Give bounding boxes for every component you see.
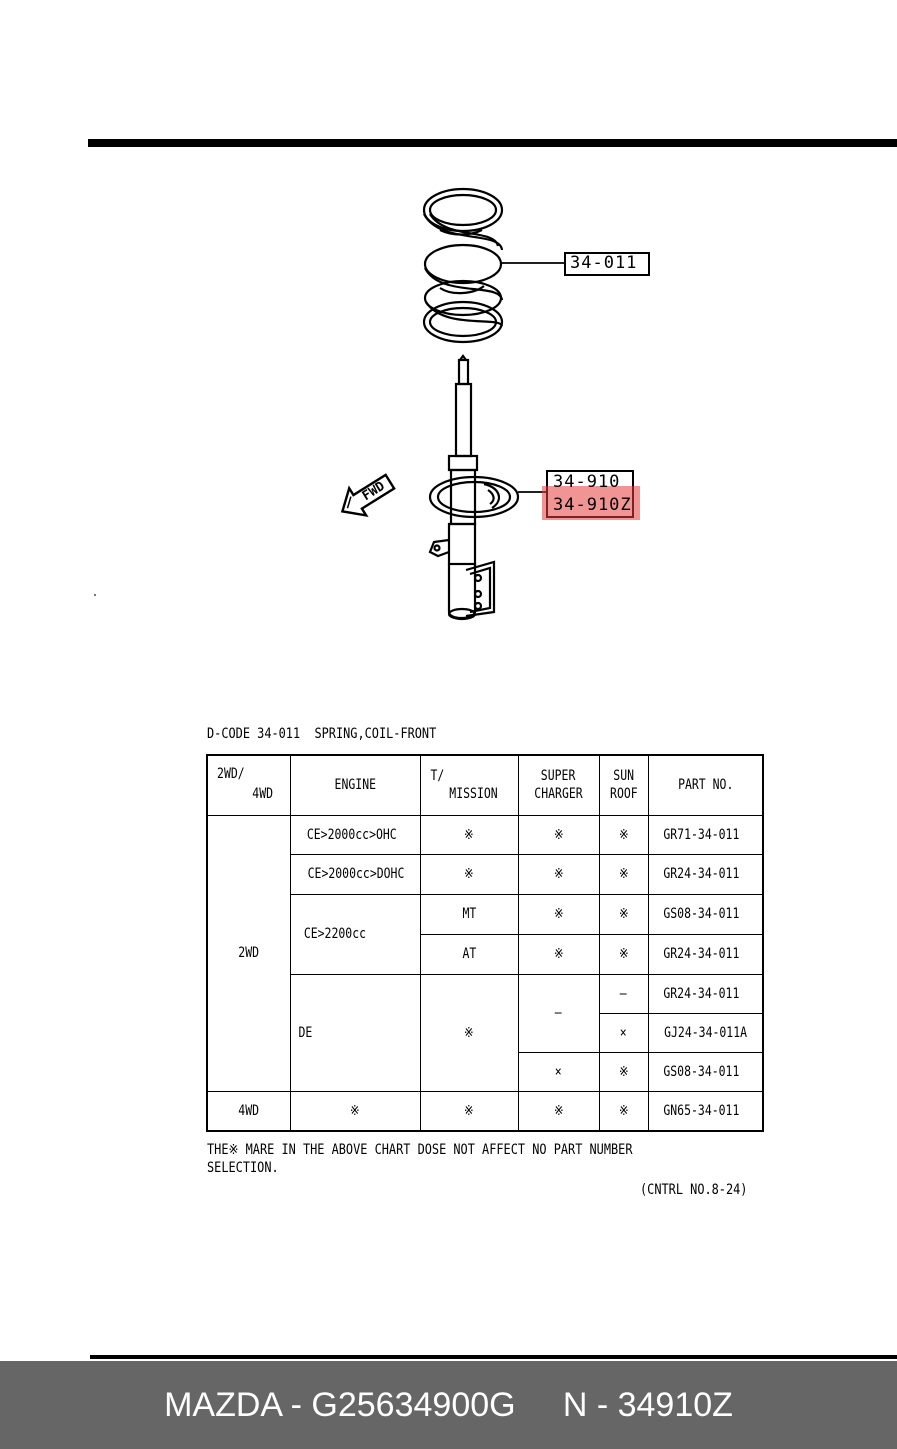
part-number-cell: GN65-34-011 [648,1091,763,1131]
parts-table [206,754,764,1132]
callout-spring: 34-011 [570,253,638,273]
transmission-cell: ※ [420,974,518,1091]
sunroof-cell: ※ [599,815,648,854]
supercharger-cell: × [518,1052,599,1091]
part-number-cell: GR24-34-011 [648,854,763,894]
engine-cell: CE>2000cc>OHC [290,815,420,854]
chart-note-line-2: SELECTION. [207,1160,279,1176]
control-number: (CNTRL NO.8-24) [640,1182,748,1198]
sunroof-cell: ※ [599,1052,648,1091]
part-number-cell: GS08-34-011 [648,894,763,934]
footer-ref: N - 34910Z [562,1385,733,1424]
sunroof-cell: ※ [599,1091,648,1131]
sunroof-cell: — [599,974,648,1013]
table-row [207,974,763,1013]
transmission-cell: ※ [420,1091,518,1131]
header-supercharger: SUPER CHARGER [518,755,599,815]
footer-brand-part: MAZDA - G25634900G [164,1385,516,1424]
engine-cell: CE>2000cc>DOHC [290,854,420,894]
part-number-cell: GS08-34-011 [648,1052,763,1091]
transmission-cell: ※ [420,854,518,894]
part-number-cell: GJ24-34-011A [648,1013,763,1052]
table-title: D-CODE 34-011 SPRING,COIL-FRONT [207,726,437,742]
header-drive: 2WD/ 4WD [207,755,290,815]
header-transmission: T/ MISSION [420,755,518,815]
footer-caption [0,1361,897,1449]
supercharger-cell: ※ [518,894,599,934]
transmission-cell: MT [420,894,518,934]
table-row [207,815,763,854]
part-number-cell: GR24-34-011 [648,974,763,1013]
supercharger-cell: ※ [518,1091,599,1131]
transmission-cell: AT [420,934,518,974]
engine-cell: DE [290,974,420,1091]
table-header-row [207,755,763,815]
supercharger-cell: ※ [518,934,599,974]
group-2wd: 2WD [207,815,290,1091]
shock-absorber-drawing [430,356,518,619]
sunroof-cell: ※ [599,934,648,974]
supercharger-cell: — [518,974,599,1052]
footer-banner [0,1361,897,1449]
sunroof-cell: ※ [599,894,648,934]
part-number-cell: GR71-34-011 [648,815,763,854]
sunroof-cell: ※ [599,854,648,894]
part-number-cell: GR24-34-011 [648,934,763,974]
group-4wd: 4WD [207,1091,290,1131]
engine-cell: CE>2200cc [290,894,420,974]
table-row [207,1091,763,1131]
fwd-label: FWD [359,478,388,505]
chart-note-line-1: THE※ MARE IN THE ABOVE CHART DOSE NOT AFFECT NO PART NUMBER [207,1142,633,1158]
coil-spring-drawing [424,189,502,342]
strut-assembly-diagram [0,0,897,700]
header-part-no: PART NO. [648,755,763,815]
table-row [207,854,763,894]
transmission-cell: ※ [420,815,518,854]
bottom-rule [90,1355,897,1359]
callout-seat-highlighted: 34-910Z [553,495,632,515]
header-engine: ENGINE [290,755,420,815]
supercharger-cell: ※ [518,815,599,854]
callout-seat: 34-910 [553,472,621,492]
engine-cell: ※ [290,1091,420,1131]
footer-gap [516,1386,563,1425]
table-row [207,894,763,934]
chart-note [207,1141,633,1177]
header-sunroof: SUN ROOF [599,755,648,815]
supercharger-cell: ※ [518,854,599,894]
sunroof-cell: × [599,1013,648,1052]
